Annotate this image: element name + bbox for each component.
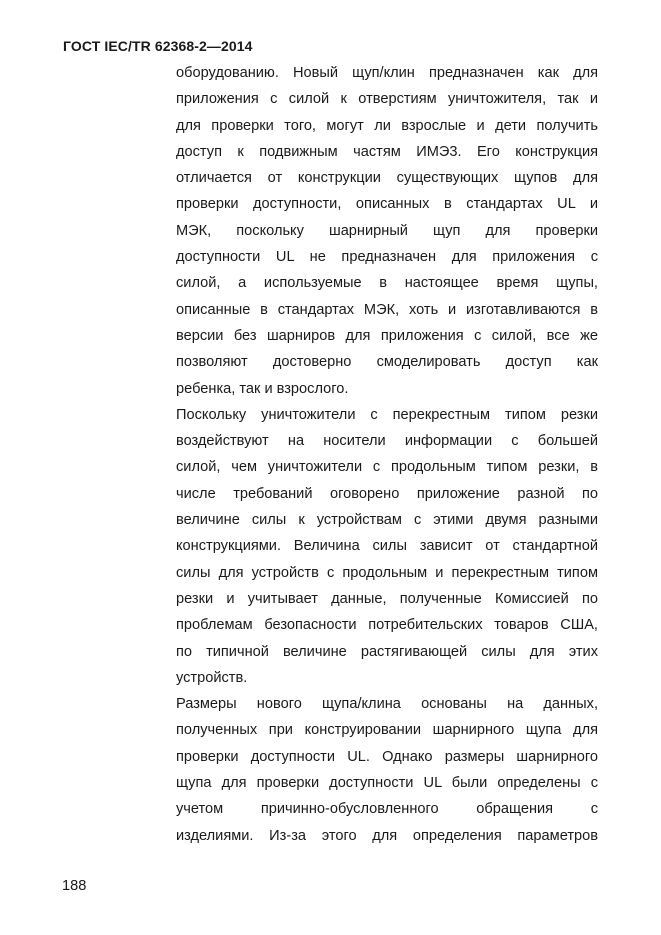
text-line: Поскольку уничтожители с перекрестным типом резки <box>176 406 598 423</box>
text-line: оборудованию. Новый щуп/клин предназначен как для <box>176 65 598 81</box>
text-line: щупа для проверки доступности UL были определены с <box>176 775 598 792</box>
text-line: версии без шарниров для приложения с силой, все же <box>176 327 598 344</box>
text-line: описанные в стандартах МЭК, хоть и изготавливаются в <box>176 301 598 318</box>
text-line: по типичной величине растягивающей силы для этих <box>176 643 598 660</box>
text-line: для проверки того, могут ли взрослые и дети получить <box>176 117 598 134</box>
text-line: силой, а используемые в настоящее время щупы, <box>176 275 598 292</box>
text-line: Размеры нового щупа/клина основаны на данных, <box>176 696 598 713</box>
text-line: учетом причинно-обусловленного обращения с <box>176 801 598 818</box>
text-line: изделиями. Из-за этого для определения параметров <box>176 827 598 844</box>
text-line: числе требований оговорено приложение разной по <box>176 485 598 502</box>
document-header: ГОСТ IEC/TR 62368-2—2014 <box>63 38 253 54</box>
paragraph-2 <box>176 402 598 691</box>
page-number: 188 <box>62 878 87 894</box>
body-text <box>176 60 598 849</box>
text-line: конструкциями. Величина силы зависит от стандартной <box>176 538 598 555</box>
text-line: проверки доступности, описанных в стандартах UL и <box>176 196 598 213</box>
text-line: МЭК, поскольку шарнирный щуп для проверки <box>176 222 598 239</box>
text-line: доступности UL не предназначен для приложения с <box>176 249 598 266</box>
text-line: резки и учитывает данные, полученные Комиссией по <box>176 590 598 607</box>
text-line: величине силы к устройствам с этими двумя разными <box>176 512 598 529</box>
text-line: проверки доступности UL. Однако размеры шарнирного <box>176 748 598 765</box>
text-line: позволяют достоверно смоделировать доступ как <box>176 354 598 371</box>
text-line: полученных при конструировании шарнирного щупа для <box>176 722 598 739</box>
text-line: отличается от конструкции существующих щупов для <box>176 170 598 187</box>
text-line: проблемам безопасности потребительских товаров США, <box>176 617 598 634</box>
text-line: силы для устройств с продольным и перекрестным типом <box>176 564 598 581</box>
text-line: ребенка, так и взрослого. <box>176 380 349 397</box>
text-line: приложения с силой к отверстиям уничтожителя, так и <box>176 91 598 108</box>
paragraph-1 <box>176 60 598 402</box>
paragraph-3 <box>176 691 598 849</box>
text-line: устройств. <box>176 669 248 686</box>
text-line: силой, чем уничтожители с продольным типом резки, в <box>176 459 598 476</box>
text-line: доступ к подвижным частям ИМЭ3. Его конструкция <box>176 143 598 160</box>
text-line: воздействуют на носители информации с большей <box>176 433 598 450</box>
